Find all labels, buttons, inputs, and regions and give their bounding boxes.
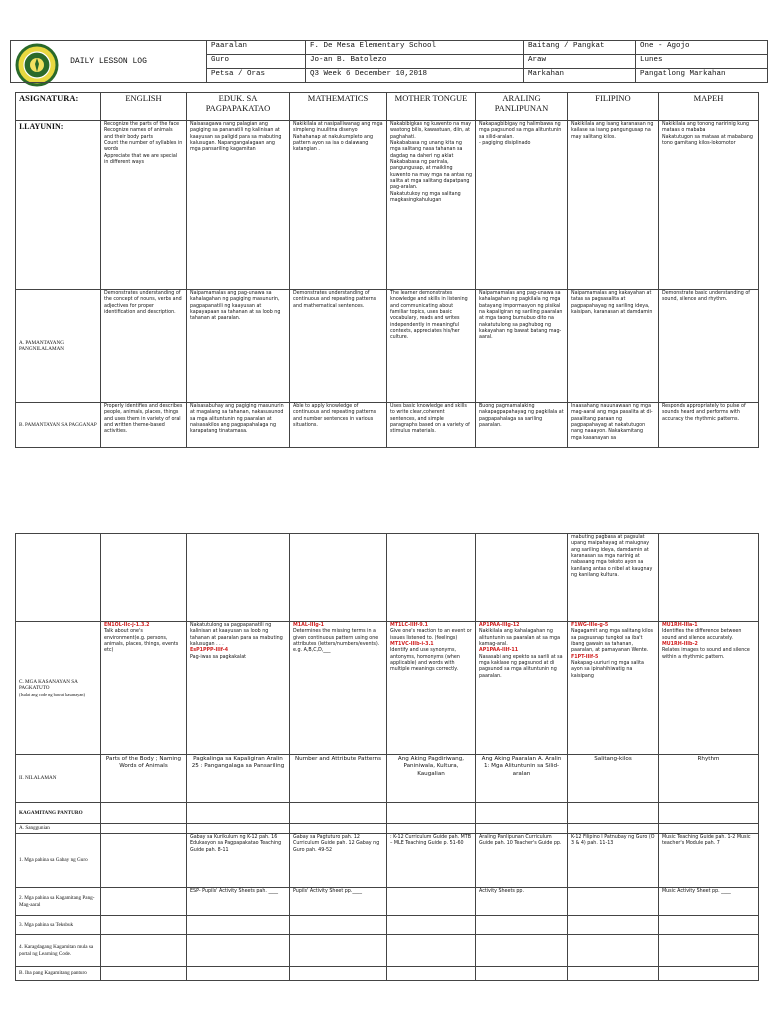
blank-cell [476,916,568,935]
competency-code: F1WG-IIIe-g-5 [571,623,609,628]
row-teksbuk-label: 3. Mga pahina sa Teksbuk [16,916,101,935]
col-asignatura: ASIGNATURA: [16,93,101,121]
blank-cell [476,935,568,967]
nilalaman-ap: Ang Aking Paaralan A. Aralin 1: Mga Alituntunin sa Silid-aralan [476,755,568,803]
gabay-filipino: K-12 Filipino I Patnubay ng Guro (O 3 & 4) pah. 11-13 [568,834,659,888]
blank-cell [568,824,659,834]
pagganap-esp: Naisasabuhay ang pagiging masunurin at magalang sa tahanan, nakasusunod sa mga alituntunin ng paaralan at naisasakilos ang pagpapahalaga ng karapatang tinatamasa. [187,403,290,448]
competency-text: Relates images to sound and silence within a rhythmic pattern. [662,648,750,660]
field-label: Araw [524,55,636,69]
col-esp: EDUK. SA PAGPAPAKATAO [187,93,290,121]
blank-cell [101,935,187,967]
kasanayan-mapeh [659,622,759,755]
blank-cell [568,967,659,981]
competency-code: M1AL-IIIg-1 [293,623,324,628]
dll-title-text: DAILY LESSON LOG [70,57,147,66]
competency-text: Give one's reaction to an event or issues listened to. (feelings) [390,629,472,641]
field-value: Q3 Week 6 December 10,2018 [306,69,524,83]
pamantayang-esp: Naipamamalas ang pag-unawa sa kahalagahan ng pagiging masunurin, pagpapanatili ng kaayusan at kapayapaan sa tahanan at sa loob ng tahanan at paaralan. [187,290,290,403]
blank-cell [187,803,290,824]
nilalaman-mtb: Ang Aking Pagdiriwang, Paniniwala, Kultura, Kaugalian [387,755,476,803]
competency-code: AP1PAA-IIIf-11 [479,648,519,654]
row-pamantayang-label: A. PAMANTAYANG PANGNILALAMAN [16,290,101,403]
blank-cell [16,534,101,622]
row-portal-label: 4. Karagdagang Kagamitan mula sa portal ng Learning Code. [16,935,101,967]
kasanayan-filipino [568,622,659,755]
blank-cell [659,935,759,967]
kpm-mapeh: Music Activity Sheet pp. ____ [659,888,759,916]
blank-cell [290,967,387,981]
nilalaman-filipino: Salitang-kilos [568,755,659,803]
competency-text: Identify and use synonyms, antonyms, homonyms (when applicable) and words with multiple meanings correctly. [390,648,460,673]
col-english: ENGLISH [101,93,187,121]
competency-text: Determines the missing terms in a given continuous pattern using one attributes (letters/numbers/events). e.g. A,B,C,D,___ [293,629,380,654]
header-table [10,40,768,83]
kasanayan-mtb [387,622,476,755]
kasanayan-ap [476,622,568,755]
field-label: Baitang / Pangkat [524,41,636,55]
col-ap: ARALING PANLIPUNAN [476,93,568,121]
row-layunin-label: I.LAYUNIN: [16,121,101,290]
row-kagamitan-label: KAGAMITANG PANTURO [16,803,101,824]
col-math: MATHEMATICS [290,93,387,121]
competency-text: Talk about one's environment(e.g. persons, animals, places, things, events etc) [104,629,179,654]
nilalaman-esp: Pagkalinga sa Kapaligiran Aralin 25 : Pangangalaga sa Pansariling [187,755,290,803]
competency-code: MT1LC-IIIf-9.1 [390,623,428,628]
blank-cell [101,916,187,935]
blank-cell [659,824,759,834]
blank-cell [568,803,659,824]
blank-cell [187,967,290,981]
gabay-esp: Gabay sa Kurikulum ng K-12 pah. 16 Edukasyon sa Pagpapakatao Teaching Guide pah. 8-11 [187,834,290,888]
competency-code: MU1RH-IIIa-1 [662,623,698,628]
competency-code: MU1RH-IIIb-2 [662,641,698,647]
kpm-mtb [387,888,476,916]
pagganap-ap: Buong pagmamalaking nakapagpapahayag ng pagkilala at pagpapahalaga sa sariling paaralan. [476,403,568,448]
field-label: Markahan [524,69,636,83]
row-iba-pang-label: B. Iba pang Kagamitang panturo [16,967,101,981]
blank-cell [290,534,387,622]
row-nilalaman-label: II. NILALAMAN [16,755,101,803]
kasanayan-label-text: C. MGA KASANAYAN SA PAGKATUTO [19,678,78,692]
blank-cell [476,824,568,834]
blank-cell [476,803,568,824]
kpm-english [101,888,187,916]
field-label: Guro [207,55,306,69]
pamantayang-mapeh: Demonstrate basic understanding of sound, silence and rhythm. [659,290,759,403]
gabay-mapeh: Music Teaching Guide pah. 1-2 Music teacher's Module pah. 7 [659,834,759,888]
competency-code: MT1VC-IIIb-i-3.1 [390,641,434,647]
layunin-mtb: Nakabibigkas ng kuwento na may wastong bilis, kawastuan, diin, at paghahati. Nakababasa ng unang kita ng mga salitang nasa tahanan sa dagdag na daheri ng aklat Nakababasa ng parirala, pangungusap, at maikling kuwento na may mga na antas ng salita at mga salitang dapatpang pag-aralan. Nakatutukoy ng mga salitang magkasingkahulugan [387,121,476,290]
nilalaman-mapeh: Rhythm [659,755,759,803]
blank-cell [659,916,759,935]
lesson-table-part2 [15,533,759,981]
blank-cell [101,824,187,834]
field-label: Petsa / Oras [207,69,306,83]
pagganap-math: Able to apply knowledge of continuous and repeating patterns and number sentences in various situations. [290,403,387,448]
blank-cell [387,803,476,824]
col-mtb: MOTHER TONGUE [387,93,476,121]
gabay-english [101,834,187,888]
gabay-math: Gabay sa Pagtuturo pah. 12 Curriculum Guide pah. 12 Gabay ng Guro pah. 49-52 [290,834,387,888]
pamantayang-ap: Naipamamalas ang pag-unawa sa kahalagahan ng pagkilala ng mga batayang impormasyon ng pisikal na kapaligiran ng sariling paaralan at mga taong bumubuo dito na nakatutulong sa paghubog ng kakayahan ng bawat batang mag-aaral. [476,290,568,403]
kpm-math: Pupils' Activity Sheet pp.____ [290,888,387,916]
col-filipino: FILIPINO [568,93,659,121]
kasanayan-sublabel: (Isulat ang code ng bawat kasanayan) [19,691,85,697]
pagganap-mapeh: Responds appropriately to pulse of sounds heard and performs with accuracy the rhythmic patterns. [659,403,759,448]
nilalaman-math: Number and Attribute Patterns [290,755,387,803]
layunin-english: Recognize the parts of the face Recognize names of animals and their body parts Count the number of syllables in words Appreciate that we are special in different ways [101,121,187,290]
row-pagganap-label: B. PAMANTAYAN SA PAGGANAP [16,403,101,448]
blank-cell [659,803,759,824]
layunin-math: Nakikilala at nasipalliwanag ang mga simpleng inuulitna disenyo Nahahanap at nakukumpleto ang pattern ayon sa isa o dalawang katangian . [290,121,387,290]
field-label: Paaralan [207,41,306,55]
blank-cell [659,967,759,981]
blank-cell [187,824,290,834]
col-mapeh: MAPEH [659,93,759,121]
competency-text: Nakatutulong sa pagpapanatili ng kalinisan at kaayusan sa loob ng tahanan at paaralan para sa mabuting kalusugan . . . [190,623,283,647]
blank-cell [387,534,476,622]
kpm-esp: ESP- Pupils' Activity Sheets pah. ____ [187,888,290,916]
blank-cell [290,803,387,824]
pagganap-mtb: Uses basic knowledge and skills to write clear,coherent sentences, and simple paragraphs based on a variety of stimulus materials. [387,403,476,448]
field-value: One - Agojo [636,41,768,55]
pamantayang-filipino: Naipamamalas ang kakayahan at tatas sa pagsasalita at pagpapahayag ng sariling ideya, kaisipan, karanasan at damdamin [568,290,659,403]
blank-cell [387,916,476,935]
gabay-mtb: : K-12 Curriculum Guide pah. MTB – MLE Teaching Guide p. 51-60 [387,834,476,888]
pamantayang-english: Demonstrates understanding of the concept of nouns, verbs and adjectives for proper identification and description. [101,290,187,403]
competency-text: Identifies the difference between sound and silence accurately. [662,629,742,641]
blank-cell [568,935,659,967]
competency-text: Pag-iwas sa pagkakalat [190,654,247,660]
field-value: Lunes [636,55,768,69]
kpm-filipino [568,888,659,916]
pamantayang-math: Demonstrates understanding of continuous and repeating patterns and mathematical sentences. [290,290,387,403]
lesson-table-part1 [15,92,759,448]
blank-cell [290,824,387,834]
competency-code: EsP1PPP-IIIf-4 [190,648,229,654]
blank-cell [659,534,759,622]
blank-cell [387,967,476,981]
field-value: Pangatlong Markahan [636,69,768,83]
blank-cell [387,824,476,834]
pagganap-filipino-continued: mabuting pagbasa at pagsulat upang maipahayag at maiugnay ang sariling ideya, damdamin at karanasan sa mga narinig at nabasang mga teksto ayon sa kanilang antas o nibel at kaugnay ng kanilang kultura. [568,534,659,622]
field-value: F. De Mesa Elementary School [306,41,524,55]
gabay-ap: Araling Panlipunan Curriculum Guide pah. 10 Teacher's Guide pp. [476,834,568,888]
layunin-filipino: Nakikilala ang isang karanasan ng kailase sa isang pangungusap na may salitang kilos. [568,121,659,290]
dll-title [11,41,207,83]
blank-cell [187,534,290,622]
blank-cell [387,935,476,967]
pagganap-filipino: Inaasahang nauunawaan ng mga mag-aaral ang mga pasalita at di-pasalitang paraan ng pagpapahayag at nakatutugon nang naaayon. Nakakamitang mga kasanayan sa [568,403,659,448]
row-kagamitan-pang-mag-aaral-label: 2. Mga pahina sa Kagamitang Pang-Mag-aaral [16,888,101,916]
kasanayan-math [290,622,387,755]
blank-cell [476,967,568,981]
layunin-mapeh: Nakikilala ang tonong naririnig kung mataas o mababa Nakatutugon sa mataas at mababang tono gamitang kilos-lokomotor [659,121,759,290]
kasanayan-english [101,622,187,755]
competency-code: F1PT-IIIf-5 [571,654,599,660]
kasanayan-esp [187,622,290,755]
blank-cell [568,916,659,935]
blank-cell [187,935,290,967]
pamantayang-mtb: The learner demonstrates knowledge and skills in listening and communicating about familiar topics, uses basic vocabulary, reads and writes independently in meaningful contexts, appreciates his/her culture. [387,290,476,403]
blank-cell [101,534,187,622]
blank-cell [187,916,290,935]
blank-cell [290,916,387,935]
row-gabay-label: 1. Mga pahina sa Gabay ng Guro [16,834,101,888]
competency-code: AP1PAA-IIIg-12 [479,623,520,628]
field-value: Jo-an B. Batolezo [306,55,524,69]
competency-text: Nakikilala ang kahalagahan ng alituntunin sa paaralan at sa mga kamag-aral. [479,629,561,647]
blank-cell [101,967,187,981]
pagganap-english: Properly identifies and describes people, animals, places, things and uses them in variety of oral and written theme-based activities. [101,403,187,448]
competency-text: Nagagamit ang mga salitang kilos sa pagsusnap tungkol sa iba't ibang gawain sa tahanan, paaralan, at pamayanan Wente. [571,629,654,654]
competency-text: Nasasabi ang epekto sa sarili at sa mga kaklase ng pagsunod at di pagsunod sa mga alituntunin ng paaralan. [479,654,563,679]
nilalaman-english: Parts of the Body ; Naming Words of Animals [101,755,187,803]
layunin-ap: Nakapagbibigay ng halimbawa ng mga pagsunod sa mga alituntunin sa silid-aralan. - pagiging disiplinado [476,121,568,290]
competency-code: EN1OL-IIc-j-1.3.2 [104,623,150,628]
blank-cell [476,534,568,622]
kpm-ap: Activity Sheets pp. [476,888,568,916]
blank-cell [290,935,387,967]
row-kasanayan-label [16,622,101,755]
layunin-esp: Naisasagawa nang palagian ang pagiging sa pananatili ng kalinisan at kaayusan sa paligid para sa mabuting kalusugan. Napangangalagaan ang mga pansariling kagamitan [187,121,290,290]
competency-text: Nakapag-uuriuri ng mga salita ayon sa ipinahihiwatig na kaisipang [571,660,644,679]
row-sanggunian-label: A. Sanggunian [16,824,101,834]
blank-cell [101,803,187,824]
